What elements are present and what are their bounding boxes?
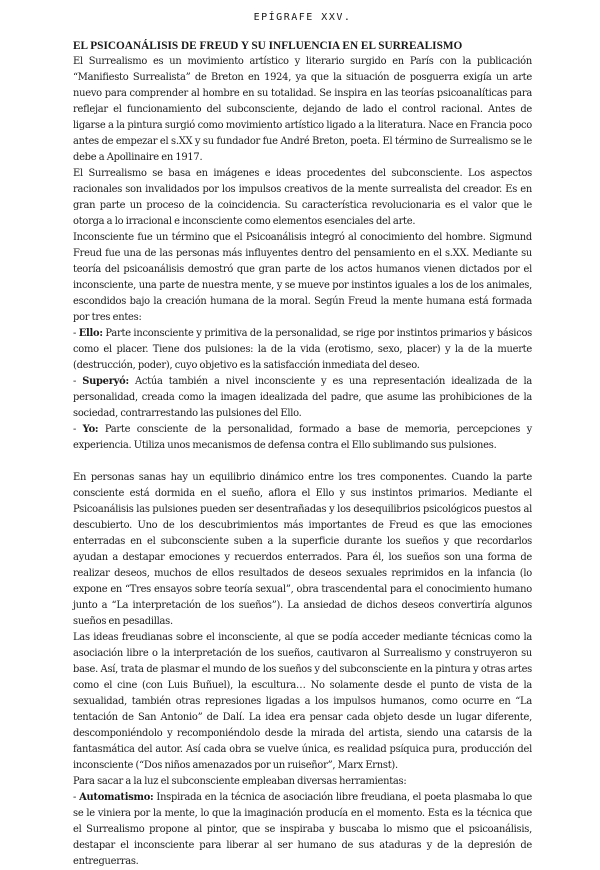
list-bullet: - bbox=[73, 424, 83, 435]
paragraph-tools: Para sacar a la luz el subconsciente empleaban diversas herramientas: bbox=[73, 776, 407, 787]
term-yo: Yo: bbox=[82, 424, 99, 435]
document-page bbox=[73, 10, 532, 870]
paragraph-gap bbox=[73, 454, 532, 470]
term-automatismo: Automatismo: bbox=[79, 792, 154, 803]
definition-superyo: Actúa también a nivel inconsciente y es una representación idealizada de la personalidad, creada como la imagen idealizada del padre, que asume las prohibiciones de la sociedad, contrarrestando las pulsiones del Ello. bbox=[73, 376, 532, 419]
page-header: EPÍGRAFE XXV. bbox=[253, 12, 352, 23]
definition-automatismo: Inspirada en la técnica de asociación libre freudiana, el poeta plasmaba lo que se le viniera por la mente, lo que la imaginación producía en el momento. Esta es la técnica que el Surrealismo propone al pintor, que se inspiraba y buscaba lo mismo que el psicoanálisis, destapar el inconsciente para liberar al ser humano de sus ataduras y de la depresión de entreguerras. bbox=[73, 792, 533, 867]
list-bullet: - bbox=[73, 328, 79, 339]
paragraph-intro: El Surrealismo es un movimiento artístico y literario surgido en París con la publicación “Manifiesto Surrealista” de Breton en 1924, ya que la situación de posguerra exigía un arte nuevo para comprender al hombre en su totalidad. Se inspira en las teorías psicoanalíticas para reflejar el funcionamiento del subconsciente, dejando de lado el control racional. Antes de ligarse a la pintura surgió como movimiento artístico ligado a la literatura. Nace en Francia poco antes de empezar el s.XX y su fundador fue André Breton, poeta. El término de Surrealismo se le debe a Apollinaire en 1917. bbox=[73, 56, 532, 163]
list-item-superyo bbox=[73, 374, 532, 422]
list-item-ello bbox=[73, 326, 532, 374]
paragraph-dreams: En personas sanas hay un equilibrio dinámico entre los tres componentes. Cuando la parte consciente está dormida en el sueño, aflora el Ello y sus instintos primarios. Mediante el Psicoanálisis las pulsiones pueden ser desentrañadas y los desequilibrios psicológicos puestos al descubierto. Uno de los descubrimientos más importantes de Freud es que las emociones enterradas en el subconsciente suben a la superficie durante los sueños y que recordarlos ayudan a destapar emociones y recuerdos enterrados. Para él, los sueños son una forma de realizar deseos, muchos de ellos resultados de deseos sexuales reprimidos en la infancia (lo expone en “Tres ensayos sobre teoría sexual”, obra trascendental para el conocimiento humano junto a “La interpretación de los sueños”). La ansiedad de dichos deseos convertiría algunos sueños en pesadillas. bbox=[73, 472, 532, 627]
list-bullet: - bbox=[73, 376, 83, 387]
definition-yo: Parte consciente de la personalidad, formado a base de memoria, percepciones y experiencia. Utiliza unos mecanismos de defensa contra el Ello sublimando sus pulsiones. bbox=[73, 424, 532, 451]
document-title: EL PSICOANÁLISIS DE FREUD Y SU INFLUENCIA EN EL SURREALISMO bbox=[73, 40, 463, 52]
term-ello: Ello: bbox=[78, 328, 103, 339]
paragraph-influence: Las ideas freudianas sobre el inconsciente, al que se podía acceder mediante técnicas como la asociación libre o la interpretación de los sueños, cautivaron al Surrealismo y construyeron su base. Así, trata de plasmar el mundo de los sueños y del subconsciente en la pintura y otras artes como el cine (con Luis Buñuel), la escultura… No solamente desde el punto de vista de la sexualidad, también otras represiones ligadas a los impulsos humanos, como ocurre en “La tentación de San Antonio” de Dalí. La idea era pensar cada objeto desde un lugar diferente, descomponiéndolo y recomponiéndolo desde la mirada del artista, siendo una catarsis de la fantasmática del autor. Así cada obra se vuelve única, es realidad psíquica pura, producción del inconsciente (“Dos niños amenazados por un ruiseñor”, Marx Ernst). bbox=[73, 632, 532, 771]
definition-ello: Parte inconsciente y primitiva de la personalidad, se rige por instintos primarios y básicos como el placer. Tiene dos pulsiones: la de la vida (erotismo, sexo, placer) y la de la muerte (destrucción, poder), cuyo objetivo es la satisfacción inmediata del deseo. bbox=[73, 328, 533, 371]
term-superyo: Superyó: bbox=[82, 376, 129, 387]
list-item-automatismo bbox=[73, 790, 532, 870]
paragraph-basis: El Surrealismo se basa en imágenes e ideas procedentes del subconsciente. Los aspectos racionales son invalidados por los impulsos creativos de la mente surrealista del creador. Es en gran parte un proceso de la coincidencia. Su característica revolucionaria es el valor que le otorga a lo irracional e inconsciente como elementos esenciales del arte. bbox=[73, 168, 532, 227]
list-bullet: - bbox=[73, 792, 80, 803]
paragraph-freud: Inconsciente fue un término que el Psicoanálisis integró al conocimiento del hombre. Sigmund Freud fue una de las personas más influyentes dentro del pensamiento en el s.XX. Mediante su teoría del psicoanálisis demostró que gran parte de los actos humanos vienen dictados por el inconsciente, una parte de nuestra mente, y se mueve por instintos iguales a los de los animales, escondidos bajo la creación humana de la moral. Según Freud la mente humana está formada por tres entes: bbox=[73, 232, 532, 323]
list-item-yo bbox=[73, 422, 532, 454]
